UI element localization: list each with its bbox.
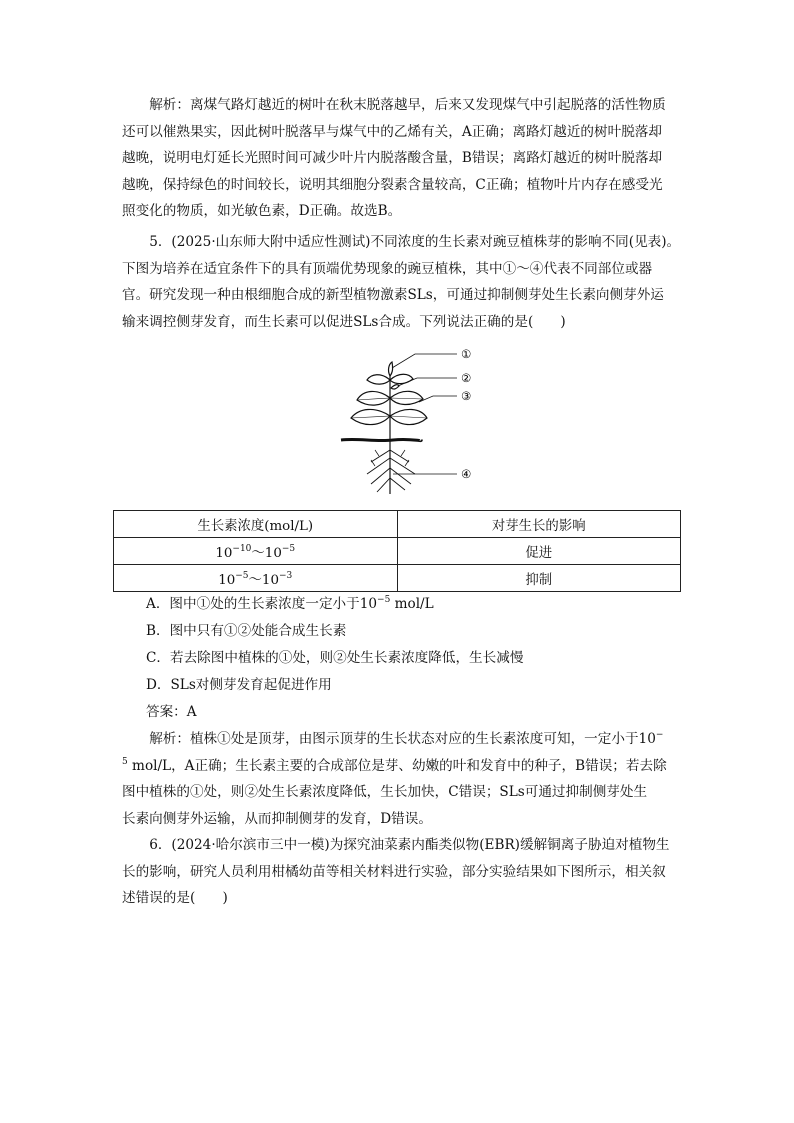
option-c: C．若去除图中植株的①处，则②处生长素浓度降低，生长减慢 bbox=[146, 650, 524, 666]
ground-line bbox=[341, 439, 421, 440]
pea-plant-figure bbox=[335, 342, 495, 502]
table-row bbox=[114, 538, 681, 565]
auxin-table bbox=[113, 510, 681, 592]
option-a: A．图中①处的生长素浓度一定小于$10^{-5}$ mol/L bbox=[146, 595, 434, 612]
leader-line-3 bbox=[419, 396, 457, 402]
table-cell: 促进 bbox=[397, 538, 681, 565]
text-line: 越晚，保持绿色的时间较长，说明其细胞分裂素含量较高，C正确；植物叶片内存在感受光 bbox=[122, 176, 663, 193]
text-line: 官。研究发现一种由根细胞合成的新型植物激素SLs，可通过抑制侧芽处生长素向侧芽外运 bbox=[122, 287, 664, 303]
option-b: B．图中只有①②处能合成生长素 bbox=[146, 623, 347, 639]
text-line: 述错误的是( ) bbox=[122, 890, 228, 906]
answer-value: A bbox=[186, 704, 197, 720]
text-line: 解析：离煤气路灯越近的树叶在秋末脱落越早，后来又发现煤气中引起脱落的活性物质 bbox=[149, 97, 666, 113]
text-line: 5．(2025·山东师大附中适应性测试)不同浓度的生长素对豌豆植株芽的影响不同(见表)。 bbox=[149, 234, 681, 250]
apical-bud bbox=[389, 362, 393, 376]
label-4: ④ bbox=[461, 467, 472, 481]
lateral-bud bbox=[391, 385, 399, 389]
text-line: 越晚，说明电灯延长光照时间可减少叶片内脱落酸含量，B错误；离路灯越近的树叶脱落却 bbox=[122, 150, 663, 166]
previous-explanation bbox=[122, 92, 682, 225]
label-3: ③ bbox=[461, 389, 472, 403]
text-line: 下图为培养在适宜条件下的具有顶端优势现象的豌豆植株，其中①～④代表不同部位或器 bbox=[122, 260, 653, 277]
question-5-stem bbox=[122, 229, 682, 335]
text-line: 长素向侧芽外运输，从而抑制侧芽的发育，D错误。 bbox=[122, 810, 432, 827]
text-line: 长的影响，研究人员利用柑橘幼苗等相关材料进行实验，部分实验结果如下图所示，相关叙 bbox=[122, 863, 666, 880]
table-row bbox=[114, 565, 681, 592]
text-line: 还可以催熟果实，因此树叶脱落早与煤气中的乙烯有关，A正确；离路灯越近的树叶脱落却 bbox=[122, 123, 662, 140]
text-line: 6．(2024·哈尔滨市三中一模)为探究油菜素内酯类似物(EBR)缓解铜离子胁迫对植物生 bbox=[149, 837, 670, 853]
table-header-row bbox=[114, 511, 681, 538]
label-1: ① bbox=[461, 347, 472, 361]
text-line: 图中植株的①处，则②处生长素浓度降低，生长加快，C错误；SLs可通过抑制侧芽处生 bbox=[122, 784, 648, 800]
table-header: 对芽生长的影响 bbox=[397, 511, 681, 538]
label-2: ② bbox=[461, 371, 472, 385]
option-d: D．SLs对侧芽发育起促进作用 bbox=[146, 677, 332, 693]
table-cell: $10^{-10}\sim 10^{-5}$ bbox=[114, 538, 398, 565]
leader-line-1 bbox=[392, 354, 457, 368]
question-6-stem bbox=[122, 832, 682, 912]
table-header: 生长素浓度(mol/L) bbox=[114, 511, 398, 538]
question-5-explanation bbox=[122, 726, 682, 832]
answer-label: 答案： bbox=[146, 704, 187, 720]
text-line: 解析：植株①处是顶芽，由图示顶芽的生长状态对应的生长素浓度可知，一定小于10− bbox=[149, 730, 664, 747]
table-cell: 抑制 bbox=[397, 565, 681, 592]
text-line: 输来调控侧芽发育，而生长素可以促进SLs合成。下列说法正确的是( ) bbox=[122, 313, 566, 330]
text-line: 照变化的物质，如光敏色素，D正确。故选B。 bbox=[122, 203, 402, 219]
answer-line bbox=[146, 699, 197, 726]
table-cell: $10^{-5}\sim 10^{-3}$ bbox=[114, 565, 398, 592]
text-line: $^5$ mol/L，A正确；生长素主要的合成部位是芽、幼嫩的叶和发育中的种子，B错误；若去除 bbox=[122, 756, 667, 774]
